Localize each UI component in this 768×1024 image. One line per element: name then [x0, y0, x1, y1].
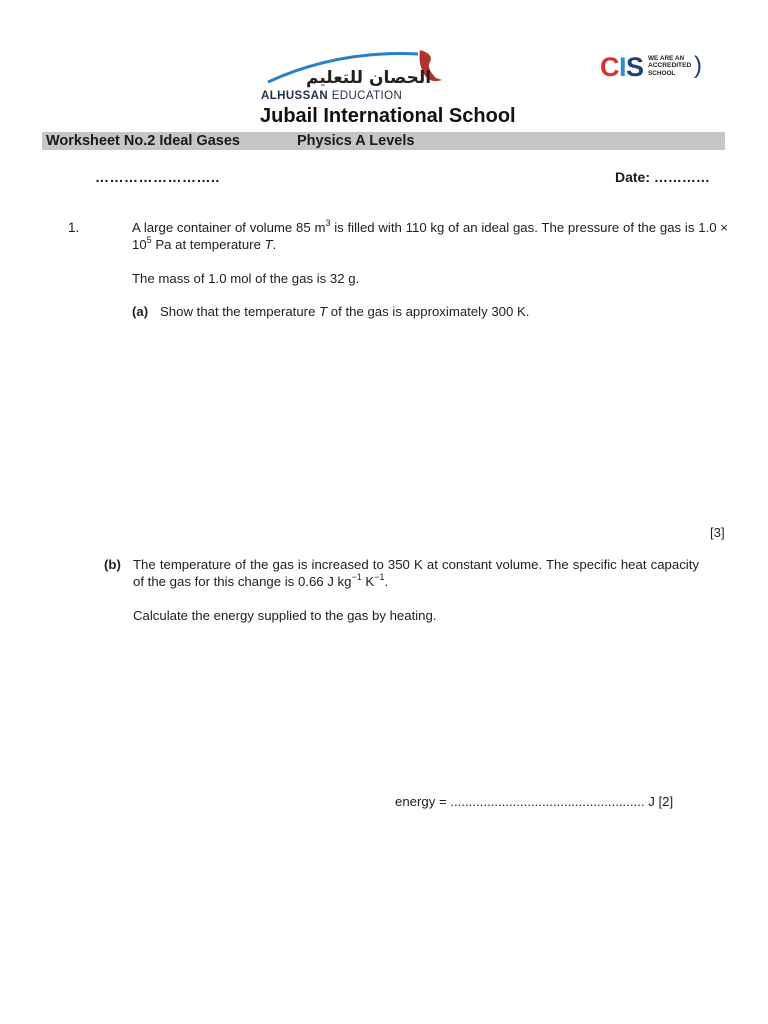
subject-title: Physics A Levels: [297, 133, 415, 149]
question-stem: A large container of volume 85 $m^3$ is filled with 110 kg of an ideal gas. The pressure of the gas is $1.0 \times 10^5$ Pa at temperature T.: [132, 217, 728, 252]
question-number: 1.: [68, 220, 80, 235]
date-field: Date: …………: [615, 169, 710, 185]
part-b-label: (b): [104, 557, 121, 572]
cis-bracket: ): [694, 52, 702, 79]
part-a-text: Show that the temperature T of the gas is approximately 300 K.: [160, 304, 530, 319]
question-mass-statement: The mass of 1.0 mol of the gas is 32 g.: [132, 271, 360, 286]
cis-accredited-text: WE ARE AN ACCREDITED SCHOOL: [648, 55, 692, 77]
part-a-label: (a): [132, 304, 149, 319]
worksheet-title: Worksheet No.2 Ideal Gases: [46, 133, 240, 149]
part-b-text: The temperature of the gas is increased to 350 K at constant volume. The specific heat capacity of the gas for this change is 0.66 J $kg^{-1}$ $K^{-1}$.: [133, 557, 699, 589]
worksheet-header-bar: [42, 132, 725, 150]
cis-accreditation-badge: [600, 52, 720, 82]
school-name: Jubail International School: [260, 105, 516, 127]
cis-logo: CIS: [600, 52, 644, 82]
part-a-marks: [3]: [710, 525, 725, 540]
name-field: ……………………..: [95, 169, 220, 185]
energy-answer-line: energy = ..................................................... J [2]: [395, 794, 674, 809]
logo-latin-text: ALHUSSAN EDUCATION: [261, 90, 403, 102]
alhussan-logo: [258, 48, 450, 106]
logo-arabic-text: الحصان للتعليم: [306, 68, 432, 88]
part-b-task: Calculate the energy supplied to the gas by heating.: [133, 608, 437, 623]
